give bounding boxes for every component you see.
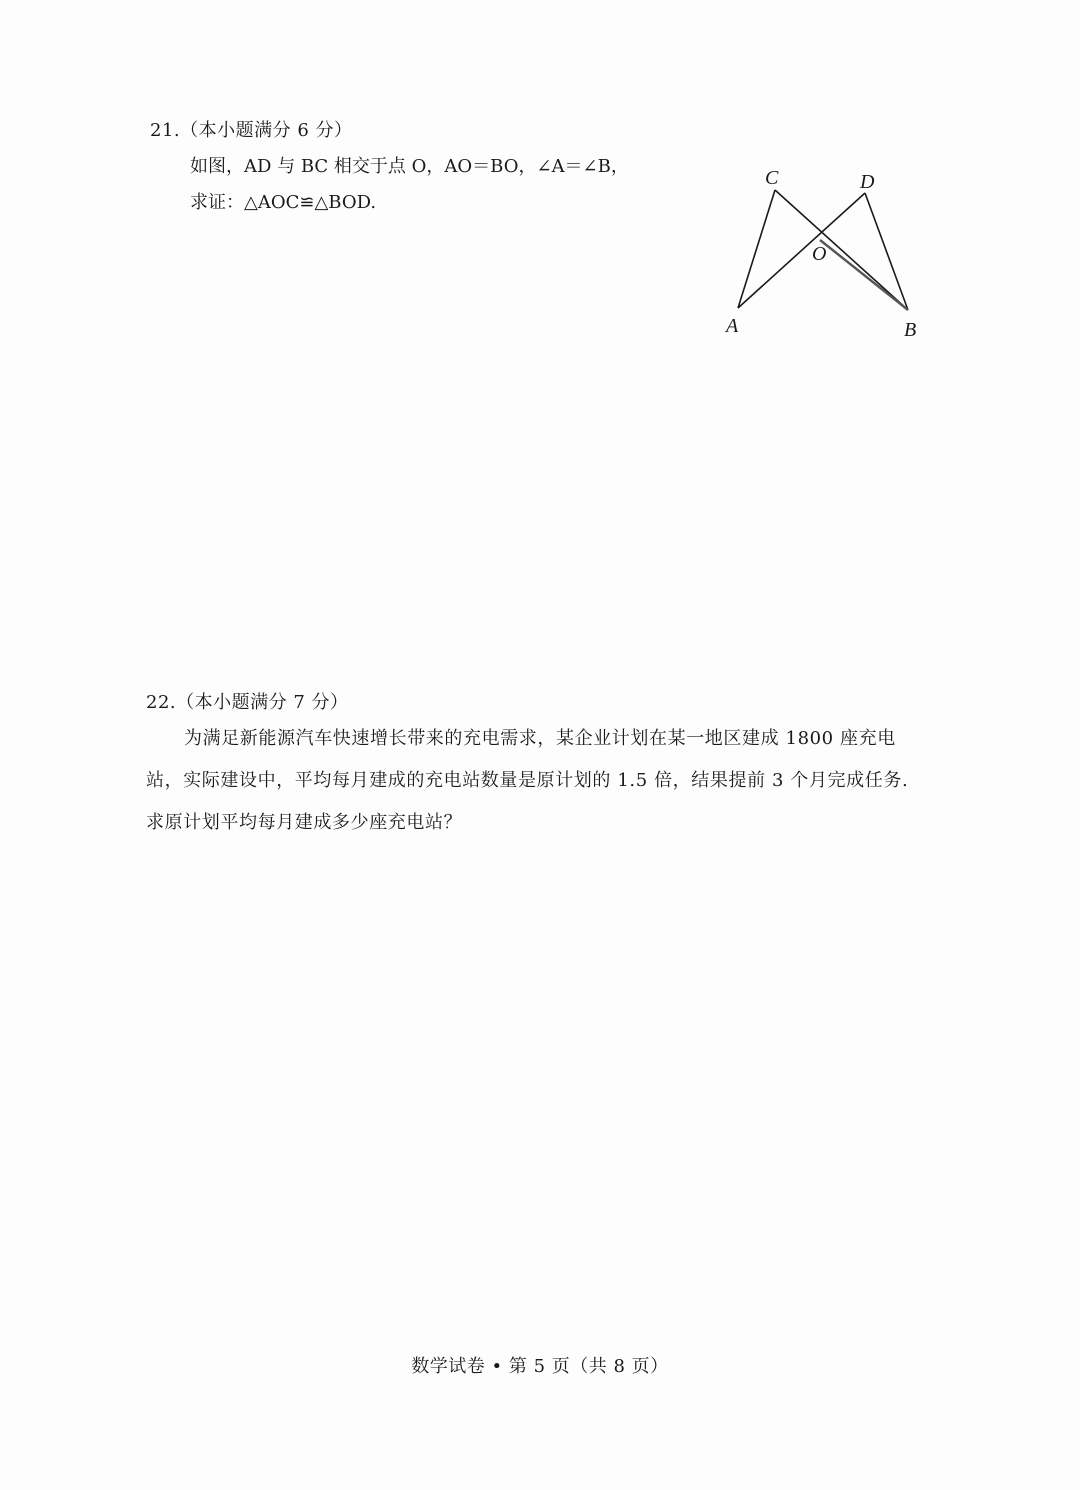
label-d: D xyxy=(860,171,875,193)
label-o: O xyxy=(812,243,827,265)
label-b: B xyxy=(904,319,917,341)
label-c: C xyxy=(765,167,779,189)
page-footer: 数学试卷 • 第 5 页（共 8 页） xyxy=(411,1356,669,1377)
question-22-heading: 22.（本小题满分 7 分） xyxy=(146,692,349,713)
question-22-line-1: 为满足新能源汽车快速增长带来的充电需求，某企业计划在某一地区建成 1800 座充电 xyxy=(184,728,896,749)
segment-ad xyxy=(738,193,865,308)
segment-cb xyxy=(775,190,908,310)
question-21-prove: 求证：△AOC≌△BOD. xyxy=(190,192,377,213)
question-22-line-2: 站，实际建设中，平均每月建成的充电站数量是原计划的 1.5 倍，结果提前 3 个月完成任务. xyxy=(146,770,909,791)
question-21-heading: 21.（本小题满分 6 分） xyxy=(150,120,353,141)
question-22-line-3: 求原计划平均每月建成多少座充电站？ xyxy=(146,812,463,833)
question-21-statement: 如图，AD 与 BC 相交于点 O，AO＝BO，∠A＝∠B， xyxy=(190,156,629,177)
label-a: A xyxy=(726,315,739,337)
geometry-figure xyxy=(720,160,950,345)
question-22-body xyxy=(146,718,908,844)
